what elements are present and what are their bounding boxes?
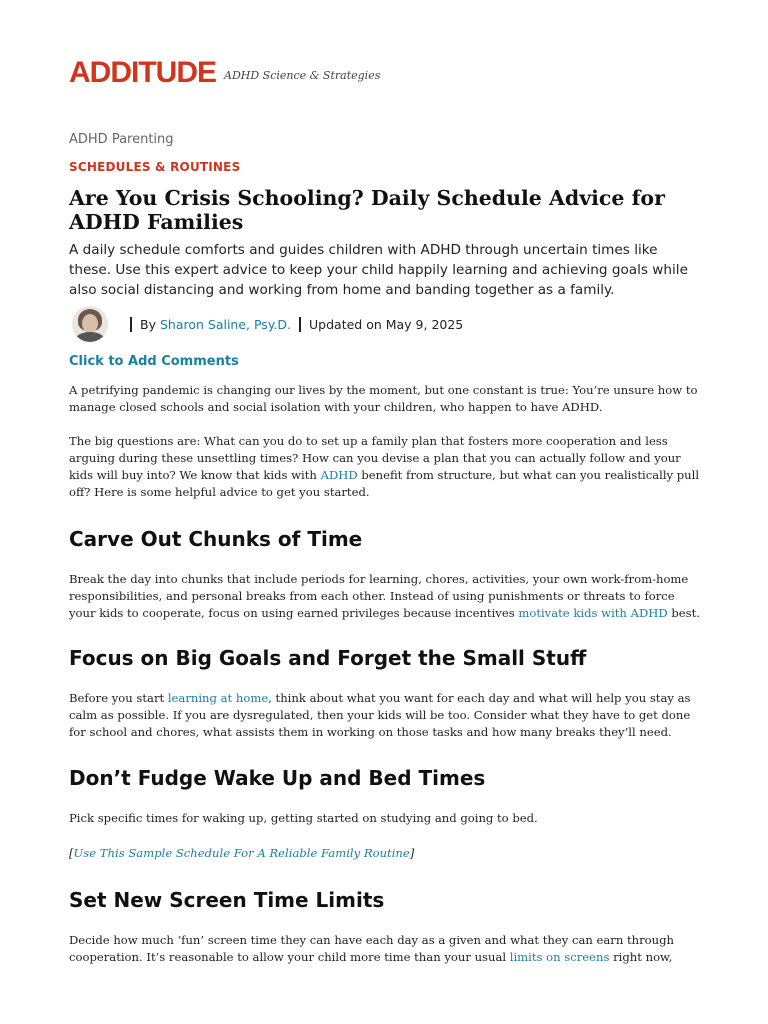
section-paragraph: Decide how much ‘fun’ screen time they can have each day as a given and what they can earn through cooperation. It’s reasonable to allow your child more time than your usual limits on screens right now, (69, 933, 674, 964)
byline-prefix: By (140, 316, 156, 332)
section-heading: Carve Out Chunks of Time (69, 527, 363, 551)
section-heading: Focus on Big Goals and Forget the Small Stuff (69, 646, 587, 670)
section-heading: Don’t Fudge Wake Up and Bed Times (69, 766, 486, 790)
add-comments-link[interactable]: Click to Add Comments (69, 354, 239, 369)
byline-divider (299, 317, 301, 332)
site-header (69, 58, 380, 88)
breadcrumb[interactable]: ADHD Parenting (69, 132, 174, 147)
byline (69, 304, 701, 344)
additude-logo[interactable]: ADDITUDE (69, 56, 216, 89)
section-paragraph: Break the day into chunks that include periods for learning, chores, activities, your own work-from-home responsibilities, and personal breaks from each other. Instead of using punishments or threats to force your kids to cooperate, focus on using earned privileges because incentives motivate kids with ADHD best. (69, 572, 700, 620)
article-lede: A daily schedule comforts and guides children with ADHD through uncertain times like these. Use this expert advice to keep your child happily learning and achieving goals while also social distancing and working from home and banding together as a family. (69, 242, 688, 298)
section-paragraph: Pick specific times for waking up, getting started on studying and going to bed. (69, 811, 538, 825)
intro-paragraph-2: The big questions are: What can you do to set up a family plan that fosters more cooperation and less arguing during these unsettling times? How can you devise a plan that you can actually follow and your kids will buy into? We know that kids with ADHD benefit from structure, but what can you realistically pull off? Here is some helpful advice to get you started. (69, 434, 700, 499)
logo-tagline: ADHD Science & Strategies (224, 69, 381, 82)
article-content (69, 132, 701, 966)
updated-date: Updated on May 9, 2025 (309, 316, 464, 332)
sample-schedule-link[interactable]: Use This Sample Schedule For A Reliable Family Routine (73, 846, 410, 860)
author-avatar[interactable] (72, 306, 108, 342)
motivate-kids-link[interactable]: motivate kids with ADHD (518, 606, 668, 620)
page-title: Are You Crisis Schooling? Daily Schedule Advice for ADHD Families (69, 186, 665, 234)
byline-divider (130, 317, 132, 332)
section-heading: Set New Screen Time Limits (69, 888, 385, 912)
adhd-link[interactable]: ADHD (320, 468, 358, 482)
screen-limits-link[interactable]: limits on screens (509, 950, 610, 964)
category-label[interactable]: SCHEDULES & ROUTINES (69, 160, 241, 174)
sample-schedule-note: [Use This Sample Schedule For A Reliable Family Routine] (69, 846, 415, 860)
author-link[interactable]: Sharon Saline, Psy.D. (159, 316, 292, 332)
learning-at-home-link[interactable]: learning at home (167, 691, 269, 705)
section-paragraph: Before you start learning at home, think about what you want for each day and what will help you stay as calm as possible. If you are dysregulated, then your kids will be too. Consider what they have to get done for school and chores, what assists them in working on those tasks and how many breaks they’ll need. (69, 691, 691, 739)
intro-paragraph-1: A petrifying pandemic is changing our lives by the moment, but one constant is true: You’re unsure how to manage closed schools and social isolation with your children, who happen to have ADHD. (69, 383, 698, 414)
